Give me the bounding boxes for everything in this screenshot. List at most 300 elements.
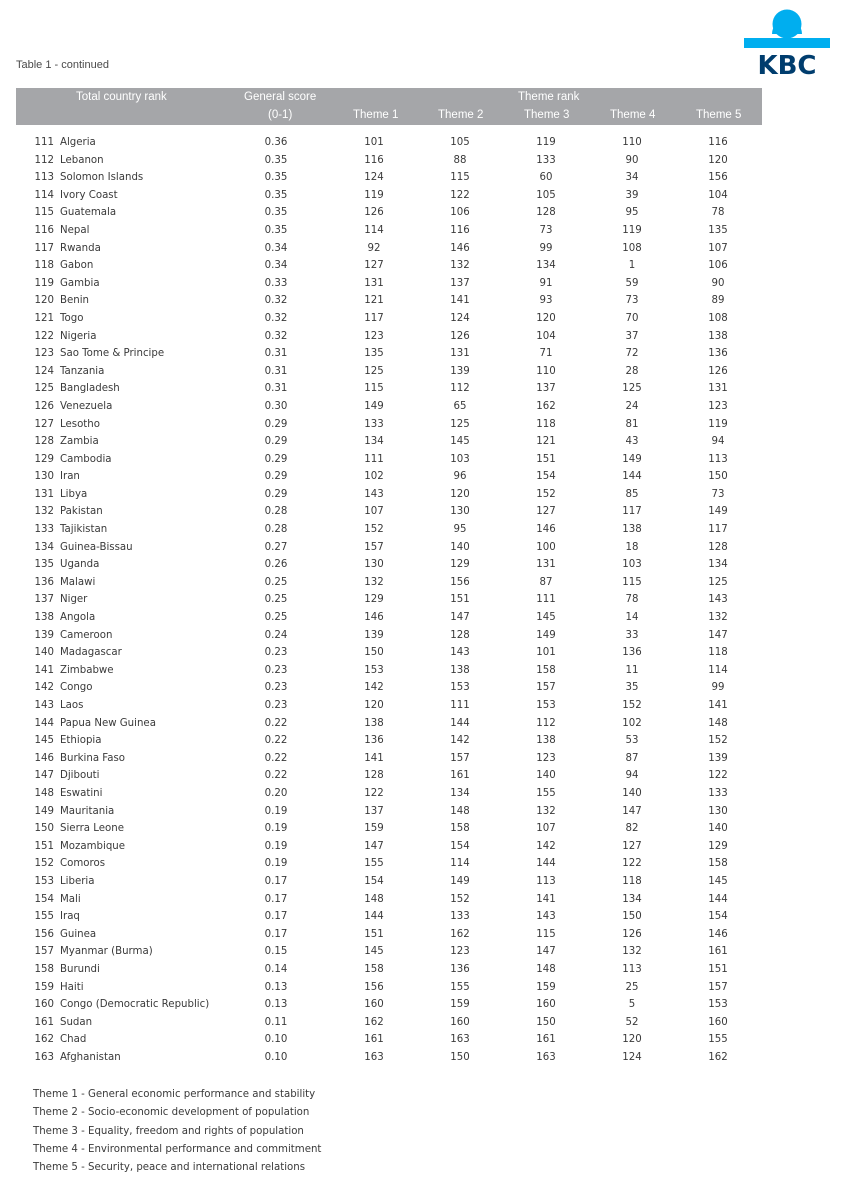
general-score-cell: 0.29 (264, 418, 288, 430)
rank-cell: 147 (34, 770, 54, 782)
country-cell: Ivory Coast (60, 189, 118, 201)
theme-4-rank-cell: 34 (625, 172, 639, 184)
country-cell: Afghanistan (60, 1051, 121, 1063)
rank-cell: 145 (34, 735, 54, 747)
general-score-cell: 0.29 (264, 471, 288, 483)
theme-4-rank-cell: 39 (625, 189, 639, 201)
legend-theme-3: Theme 3 - Equality, freedom and rights of population (33, 1125, 304, 1137)
theme-2-rank-cell: 65 (453, 400, 467, 412)
theme-4-rank-cell: 59 (625, 277, 639, 289)
theme-5-rank-cell: 122 (708, 770, 728, 782)
theme-5-rank-cell: 140 (708, 823, 728, 835)
rank-cell: 117 (34, 242, 54, 254)
theme-4-rank-cell: 125 (622, 383, 642, 395)
theme-3-rank-cell: 153 (536, 700, 556, 711)
general-score-cell: 0.23 (264, 700, 288, 711)
header-theme-5: Theme 5 (696, 109, 742, 121)
theme-1-rank-cell: 131 (364, 277, 384, 289)
theme-3-rank-cell: 134 (536, 260, 556, 272)
table-row (0, 873, 850, 891)
general-score-cell: 0.19 (264, 805, 288, 817)
country-cell: Liberia (60, 875, 95, 887)
table-row (0, 662, 850, 680)
table-row (0, 926, 850, 944)
theme-1-rank-cell: 121 (364, 295, 384, 307)
theme-5-rank-cell: 132 (708, 612, 728, 624)
theme-5-rank-cell: 155 (708, 1034, 728, 1046)
country-cell: Myanmar (Burma) (60, 946, 153, 958)
theme-4-rank-cell: 35 (625, 682, 639, 694)
theme-5-rank-cell: 150 (708, 471, 728, 483)
rank-cell: 137 (34, 594, 54, 606)
theme-4-rank-cell: 140 (622, 787, 642, 799)
theme-2-rank-cell: 151 (450, 594, 470, 606)
rank-cell: 131 (34, 488, 54, 500)
country-cell: Venezuela (60, 400, 113, 412)
theme-2-rank-cell: 136 (450, 963, 470, 975)
rank-cell: 143 (34, 700, 54, 711)
general-score-cell: 0.19 (264, 823, 288, 835)
theme-5-rank-cell: 107 (708, 242, 728, 254)
general-score-cell: 0.17 (264, 928, 288, 940)
theme-5-rank-cell: 119 (708, 418, 728, 430)
general-score-cell: 0.25 (264, 576, 288, 588)
theme-3-rank-cell: 121 (536, 436, 556, 448)
general-score-cell: 0.29 (264, 488, 288, 500)
table-row (0, 503, 850, 521)
header-theme-3: Theme 3 (524, 109, 570, 121)
general-score-cell: 0.22 (264, 752, 288, 764)
theme-3-rank-cell: 73 (539, 224, 553, 236)
theme-4-rank-cell: 113 (622, 963, 642, 975)
table-row (0, 996, 850, 1014)
country-cell: Gabon (60, 260, 94, 272)
header-theme-4: Theme 4 (610, 109, 656, 121)
country-cell: Nigeria (60, 330, 97, 342)
theme-5-rank-cell: 148 (708, 717, 728, 729)
theme-4-rank-cell: 136 (622, 647, 642, 659)
header-general-score: General score (244, 91, 317, 103)
theme-3-rank-cell: 91 (539, 277, 553, 289)
country-cell: Uganda (60, 559, 100, 571)
theme-3-rank-cell: 123 (536, 752, 556, 764)
theme-5-rank-cell: 113 (708, 453, 728, 465)
general-score-cell: 0.17 (264, 911, 288, 923)
theme-4-rank-cell: 152 (622, 700, 642, 711)
country-cell: Comoros (60, 858, 106, 870)
table-row (0, 908, 850, 926)
header-theme-2: Theme 2 (438, 109, 484, 121)
rank-cell: 118 (34, 260, 54, 272)
country-cell: Papua New Guinea (60, 717, 156, 729)
rank-cell: 129 (34, 453, 54, 465)
general-score-cell: 0.22 (264, 735, 288, 747)
theme-3-rank-cell: 99 (539, 242, 553, 254)
rank-cell: 151 (34, 840, 54, 852)
table-row (0, 820, 850, 838)
theme-3-rank-cell: 112 (536, 717, 556, 729)
theme-1-rank-cell: 120 (364, 700, 384, 711)
theme-3-rank-cell: 146 (536, 524, 556, 536)
theme-3-rank-cell: 141 (536, 893, 556, 905)
general-score-cell: 0.32 (264, 295, 288, 307)
general-score-cell: 0.17 (264, 893, 288, 905)
table-row (0, 609, 850, 627)
rank-cell: 111 (34, 137, 54, 148)
table-row (0, 451, 850, 469)
rank-cell: 159 (34, 981, 54, 993)
theme-1-rank-cell: 134 (364, 436, 384, 448)
theme-1-rank-cell: 145 (364, 946, 384, 958)
general-score-cell: 0.13 (264, 981, 288, 993)
rank-cell: 146 (34, 752, 54, 764)
rank-cell: 115 (34, 207, 54, 219)
general-score-cell: 0.27 (264, 541, 288, 553)
theme-4-rank-cell: 81 (625, 418, 639, 430)
table-row (0, 433, 850, 451)
country-cell: Zambia (60, 436, 99, 448)
theme-5-rank-cell: 125 (708, 576, 728, 588)
rank-cell: 156 (34, 928, 54, 940)
theme-3-rank-cell: 155 (536, 787, 556, 799)
country-cell: Solomon Islands (60, 172, 144, 184)
theme-4-rank-cell: 120 (622, 1034, 642, 1046)
theme-5-rank-cell: 99 (711, 682, 725, 694)
theme-3-rank-cell: 115 (536, 928, 556, 940)
rank-cell: 123 (34, 348, 54, 360)
theme-1-rank-cell: 149 (364, 400, 384, 412)
rank-cell: 138 (34, 612, 54, 624)
theme-4-rank-cell: 52 (625, 1016, 639, 1028)
theme-5-rank-cell: 126 (708, 365, 728, 377)
theme-1-rank-cell: 160 (364, 999, 384, 1011)
table-row (0, 556, 850, 574)
theme-1-rank-cell: 125 (364, 365, 384, 377)
theme-3-rank-cell: 133 (536, 154, 556, 166)
rank-cell: 134 (34, 541, 54, 553)
theme-1-rank-cell: 111 (364, 453, 384, 465)
general-score-cell: 0.14 (264, 963, 288, 975)
rank-cell: 127 (34, 418, 54, 430)
table-row (0, 803, 850, 821)
theme-5-rank-cell: 157 (708, 981, 728, 993)
theme-2-rank-cell: 126 (450, 330, 470, 342)
theme-1-rank-cell: 138 (364, 717, 384, 729)
general-score-cell: 0.35 (264, 224, 288, 236)
theme-4-rank-cell: 94 (625, 770, 639, 782)
table-row (0, 468, 850, 486)
theme-2-rank-cell: 134 (450, 787, 470, 799)
theme-5-rank-cell: 130 (708, 805, 728, 817)
theme-1-rank-cell: 151 (364, 928, 384, 940)
theme-2-rank-cell: 142 (450, 735, 470, 747)
theme-3-rank-cell: 145 (536, 612, 556, 624)
theme-1-rank-cell: 139 (364, 629, 384, 641)
theme-2-rank-cell: 106 (450, 207, 470, 219)
theme-2-rank-cell: 123 (450, 946, 470, 958)
general-score-cell: 0.24 (264, 629, 288, 641)
header-theme-1: Theme 1 (353, 109, 399, 121)
general-score-cell: 0.11 (264, 1016, 288, 1028)
table-row (0, 292, 850, 310)
rank-cell: 155 (34, 911, 54, 923)
theme-3-rank-cell: 144 (536, 858, 556, 870)
theme-4-rank-cell: 72 (625, 348, 639, 360)
theme-4-rank-cell: 144 (622, 471, 642, 483)
table-row (0, 1049, 850, 1067)
theme-5-rank-cell: 128 (708, 541, 728, 553)
theme-4-rank-cell: 1 (628, 260, 636, 272)
theme-2-rank-cell: 111 (450, 700, 470, 711)
theme-3-rank-cell: 142 (536, 840, 556, 852)
theme-2-rank-cell: 158 (450, 823, 470, 835)
general-score-cell: 0.26 (264, 559, 288, 571)
table-row (0, 187, 850, 205)
theme-2-rank-cell: 114 (450, 858, 470, 870)
rank-cell: 130 (34, 471, 54, 483)
table-row (0, 204, 850, 222)
theme-1-rank-cell: 115 (364, 383, 384, 395)
theme-1-rank-cell: 152 (364, 524, 384, 536)
country-cell: Lesotho (60, 418, 100, 430)
general-score-cell: 0.31 (264, 383, 288, 395)
rank-cell: 133 (34, 524, 54, 536)
theme-3-rank-cell: 71 (539, 348, 553, 360)
theme-2-rank-cell: 115 (450, 172, 470, 184)
table-row (0, 767, 850, 785)
theme-1-rank-cell: 156 (364, 981, 384, 993)
theme-4-rank-cell: 18 (625, 541, 639, 553)
theme-2-rank-cell: 125 (450, 418, 470, 430)
theme-3-rank-cell: 131 (536, 559, 556, 571)
theme-1-rank-cell: 132 (364, 576, 384, 588)
theme-2-rank-cell: 148 (450, 805, 470, 817)
theme-2-rank-cell: 116 (450, 224, 470, 236)
theme-4-rank-cell: 33 (625, 629, 639, 641)
theme-4-rank-cell: 126 (622, 928, 642, 940)
theme-5-rank-cell: 120 (708, 154, 728, 166)
table-row (0, 345, 850, 363)
theme-5-rank-cell: 153 (708, 999, 728, 1011)
general-score-cell: 0.22 (264, 770, 288, 782)
table-row (0, 257, 850, 275)
rank-cell: 136 (34, 576, 54, 588)
table-row (0, 539, 850, 557)
theme-1-rank-cell: 144 (364, 911, 384, 923)
rank-cell: 162 (34, 1034, 54, 1046)
theme-1-rank-cell: 150 (364, 647, 384, 659)
theme-1-rank-cell: 146 (364, 612, 384, 624)
theme-4-rank-cell: 108 (622, 242, 642, 254)
table-row (0, 134, 850, 152)
rank-cell: 150 (34, 823, 54, 835)
theme-1-rank-cell: 143 (364, 488, 384, 500)
rank-cell: 157 (34, 946, 54, 958)
theme-4-rank-cell: 110 (622, 137, 642, 148)
rank-cell: 112 (34, 154, 54, 166)
general-score-cell: 0.19 (264, 840, 288, 852)
rank-cell: 124 (34, 365, 54, 377)
country-cell: Rwanda (60, 242, 101, 254)
theme-4-rank-cell: 73 (625, 295, 639, 307)
theme-2-rank-cell: 147 (450, 612, 470, 624)
theme-1-rank-cell: 158 (364, 963, 384, 975)
theme-5-rank-cell: 116 (708, 137, 728, 148)
theme-2-rank-cell: 162 (450, 928, 470, 940)
theme-3-rank-cell: 119 (536, 137, 556, 148)
theme-5-rank-cell: 106 (708, 260, 728, 272)
rank-cell: 139 (34, 629, 54, 641)
theme-2-rank-cell: 128 (450, 629, 470, 641)
theme-2-rank-cell: 152 (450, 893, 470, 905)
theme-1-rank-cell: 153 (364, 664, 384, 676)
theme-5-rank-cell: 104 (708, 189, 728, 201)
theme-5-rank-cell: 144 (708, 893, 728, 905)
theme-4-rank-cell: 78 (625, 594, 639, 606)
theme-1-rank-cell: 117 (364, 312, 384, 324)
theme-4-rank-cell: 147 (622, 805, 642, 817)
theme-1-rank-cell: 162 (364, 1016, 384, 1028)
rank-cell: 152 (34, 858, 54, 870)
rank-cell: 153 (34, 875, 54, 887)
theme-1-rank-cell: 123 (364, 330, 384, 342)
rank-cell: 148 (34, 787, 54, 799)
theme-1-rank-cell: 137 (364, 805, 384, 817)
theme-1-rank-cell: 122 (364, 787, 384, 799)
rank-cell: 140 (34, 647, 54, 659)
theme-3-rank-cell: 107 (536, 823, 556, 835)
rank-cell: 120 (34, 295, 54, 307)
theme-1-rank-cell: 147 (364, 840, 384, 852)
theme-3-rank-cell: 105 (536, 189, 556, 201)
country-cell: Congo (60, 682, 93, 694)
table-row (0, 275, 850, 293)
theme-3-rank-cell: 151 (536, 453, 556, 465)
theme-4-rank-cell: 5 (628, 999, 636, 1011)
general-score-cell: 0.28 (264, 524, 288, 536)
theme-4-rank-cell: 124 (622, 1051, 642, 1063)
theme-5-rank-cell: 145 (708, 875, 728, 887)
theme-5-rank-cell: 147 (708, 629, 728, 641)
table-row (0, 644, 850, 662)
theme-2-rank-cell: 159 (450, 999, 470, 1011)
theme-5-rank-cell: 131 (708, 383, 728, 395)
country-cell: Chad (60, 1034, 87, 1046)
country-cell: Tajikistan (60, 524, 108, 536)
theme-2-rank-cell: 160 (450, 1016, 470, 1028)
theme-4-rank-cell: 82 (625, 823, 639, 835)
table-row (0, 732, 850, 750)
theme-4-rank-cell: 85 (625, 488, 639, 500)
table-row (0, 979, 850, 997)
theme-2-rank-cell: 105 (450, 137, 470, 148)
theme-4-rank-cell: 127 (622, 840, 642, 852)
country-cell: Sao Tome & Principe (60, 348, 165, 360)
general-score-cell: 0.13 (264, 999, 288, 1011)
country-cell: Niger (60, 594, 88, 606)
legend-theme-2: Theme 2 - Socio-economic development of population (33, 1107, 310, 1119)
theme-5-rank-cell: 139 (708, 752, 728, 764)
theme-2-rank-cell: 163 (450, 1034, 470, 1046)
rank-cell: 160 (34, 999, 54, 1011)
rank-cell: 163 (34, 1051, 54, 1063)
theme-5-rank-cell: 158 (708, 858, 728, 870)
country-cell: Iran (60, 471, 80, 483)
theme-4-rank-cell: 24 (625, 400, 639, 412)
theme-1-rank-cell: 107 (364, 506, 384, 518)
theme-2-rank-cell: 88 (453, 154, 467, 166)
table-row (0, 222, 850, 240)
theme-1-rank-cell: 130 (364, 559, 384, 571)
theme-2-rank-cell: 120 (450, 488, 470, 500)
theme-3-rank-cell: 113 (536, 875, 556, 887)
theme-3-rank-cell: 120 (536, 312, 556, 324)
theme-1-rank-cell: 163 (364, 1051, 384, 1063)
country-cell: Iraq (60, 911, 80, 923)
theme-5-rank-cell: 146 (708, 928, 728, 940)
general-score-cell: 0.33 (264, 277, 288, 289)
general-score-cell: 0.23 (264, 682, 288, 694)
rank-cell: 121 (34, 312, 54, 324)
theme-4-rank-cell: 95 (625, 207, 639, 219)
theme-1-rank-cell: 101 (364, 137, 384, 148)
rank-cell: 142 (34, 682, 54, 694)
theme-3-rank-cell: 149 (536, 629, 556, 641)
theme-5-rank-cell: 89 (711, 295, 725, 307)
theme-4-rank-cell: 43 (625, 436, 639, 448)
general-score-cell: 0.31 (264, 365, 288, 377)
table-row (0, 750, 850, 768)
table-row (0, 310, 850, 328)
country-cell: Nepal (60, 224, 90, 236)
country-cell: Cambodia (60, 453, 112, 465)
theme-3-rank-cell: 147 (536, 946, 556, 958)
country-cell: Malawi (60, 576, 96, 588)
theme-2-rank-cell: 95 (453, 524, 467, 536)
theme-5-rank-cell: 123 (708, 400, 728, 412)
theme-5-rank-cell: 156 (708, 172, 728, 184)
general-score-cell: 0.22 (264, 717, 288, 729)
country-cell: Burkina Faso (60, 752, 126, 764)
general-score-cell: 0.32 (264, 330, 288, 342)
country-cell: Tanzania (60, 365, 105, 377)
rank-cell: 122 (34, 330, 54, 342)
general-score-cell: 0.35 (264, 189, 288, 201)
theme-5-rank-cell: 149 (708, 506, 728, 518)
general-score-cell: 0.29 (264, 453, 288, 465)
header-total-country-rank: Total country rank (76, 91, 167, 103)
theme-2-rank-cell: 154 (450, 840, 470, 852)
country-cell: Guatemala (60, 207, 117, 219)
theme-1-rank-cell: 126 (364, 207, 384, 219)
theme-2-rank-cell: 143 (450, 647, 470, 659)
theme-2-rank-cell: 138 (450, 664, 470, 676)
table-row (0, 891, 850, 909)
theme-1-rank-cell: 129 (364, 594, 384, 606)
theme-3-rank-cell: 143 (536, 911, 556, 923)
table-row (0, 961, 850, 979)
rank-cell: 144 (34, 717, 54, 729)
general-score-cell: 0.29 (264, 436, 288, 448)
theme-2-rank-cell: 161 (450, 770, 470, 782)
legend-theme-5: Theme 5 - Security, peace and international relations (33, 1162, 306, 1174)
theme-2-rank-cell: 140 (450, 541, 470, 553)
theme-1-rank-cell: 114 (364, 224, 384, 236)
theme-3-rank-cell: 132 (536, 805, 556, 817)
table-caption: Table 1 - continued (16, 59, 109, 71)
country-cell: Laos (60, 700, 84, 711)
country-cell: Guinea-Bissau (60, 541, 133, 553)
